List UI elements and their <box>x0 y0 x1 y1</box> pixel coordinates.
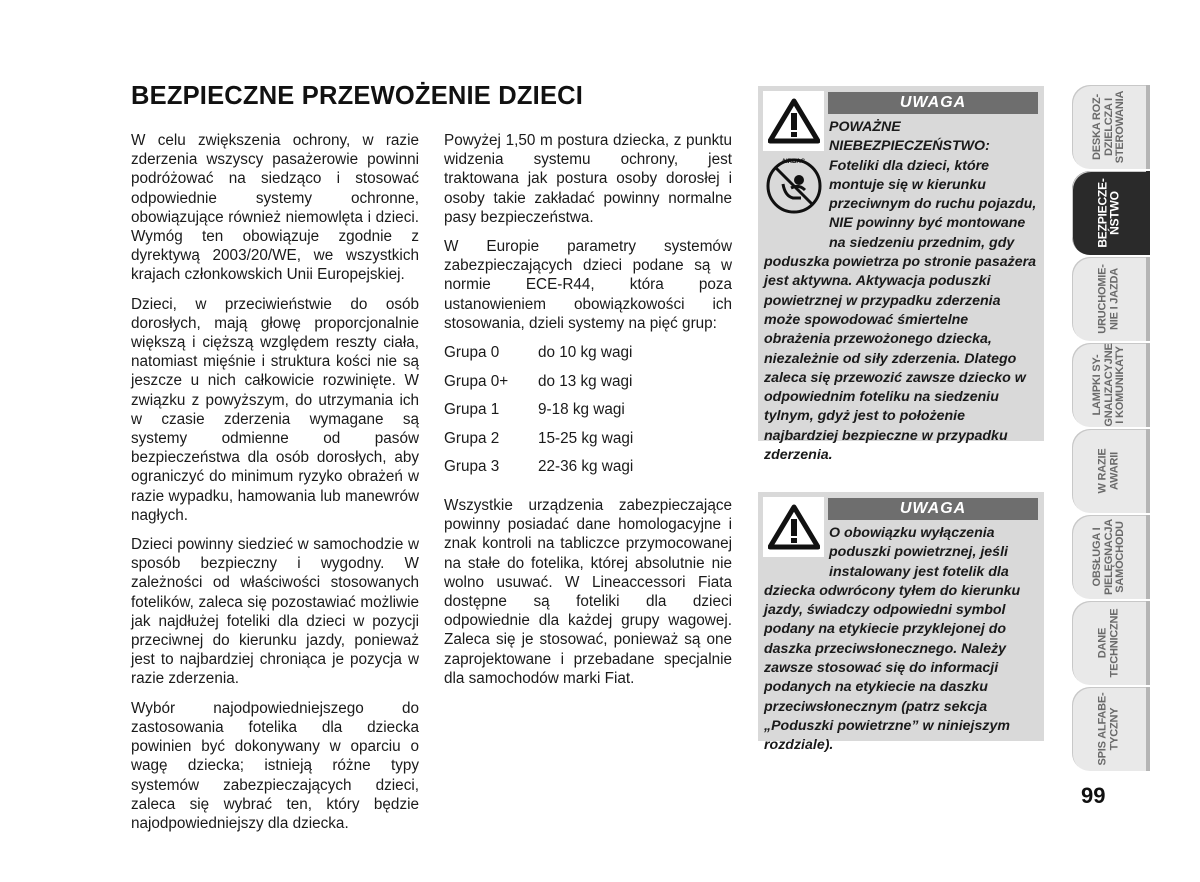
weight-group-row <box>444 343 732 372</box>
tab-label: LAMPKI SY- GNALIZACYJNE I KOMUNIKATY <box>1090 343 1126 427</box>
tab-technical-data[interactable] <box>1072 601 1150 685</box>
paragraph: Powyżej 1,50 m postura dziecka, z punktu widzenia systemu ochrony, jest traktowana jak postura osoby dorosłej i osoby takie zakładać powinny normalne pasy bezpieczeństwa. <box>444 132 732 226</box>
tab-label: DESKA ROZ- DZIELCZA I STEROWANIA <box>1090 90 1126 164</box>
warning-body: POWAŻNE NIEBEZPIECZEŃSTWO: Foteliki dla dzieci, które montuje się w kierunku przeciwnym do ruchu pojazdu, NIE powinny być montowane na siedzeniu przednim, gdy poduszka powietrza po stronie pasażera jest aktywna. Aktywacja poduszki powietrznej w przypadku zderzenia może spowodować śmiertelne obrażenia przewożonego dziecka, niezależnie od siły zderzenia. Dlatego zaleca się przewozić zawsze dziecko w odpowiednim foteliku na siedzeniu tylnym, gdyż jest to położenie najbardziej bezpieczne w przypadku zderzenia. <box>764 119 1037 464</box>
tab-index[interactable] <box>1072 687 1150 771</box>
airbag-label: AIRBAG <box>781 159 806 165</box>
text-column-middle <box>444 131 732 698</box>
group-range: do 13 kg wagi <box>538 372 633 390</box>
warning-text <box>764 118 1038 465</box>
text-column-left <box>131 131 419 843</box>
group-range: 15-25 kg wagi <box>538 429 634 447</box>
tab-label: SPIS ALFABE- TYCZNY <box>1096 692 1120 766</box>
tab-label: URUCHOMIE- NIE I JAZDA <box>1096 264 1120 334</box>
tab-maintenance[interactable] <box>1072 515 1150 599</box>
page-title: BEZPIECZNE PRZEWOŻENIE DZIECI <box>131 82 584 110</box>
warning-text <box>764 524 1038 756</box>
group-range: 22-36 kg wagi <box>538 458 634 476</box>
group-name: Grupa 3 <box>444 458 500 476</box>
weight-group-row <box>444 429 732 458</box>
group-range: do 10 kg wagi <box>538 344 633 362</box>
warning-label: UWAGA <box>828 92 1038 114</box>
weight-group-row <box>444 372 732 401</box>
tab-label: W RAZIE AWARII <box>1096 448 1120 494</box>
tab-safety[interactable] <box>1072 171 1150 255</box>
warning-box-airbag <box>758 86 1044 464</box>
weight-group-row <box>444 457 732 486</box>
warning-box-deactivation <box>758 492 1044 754</box>
group-name: Grupa 1 <box>444 401 500 419</box>
paragraph: Wszystkie urządzenia zabezpieczające powinny posiadać dane homologacyjne i znak kontroli na tabliczce przymocowanej na stałe do fotelika, której absolutnie nie wolno usuwać. W Lineaccessori Fiata dostępne są foteliki dla dzieci odpowiednie dla każdej grupy wagowej. Zaleca się je stosować, ponieważ są one zaprojektowane i przebadane specjalnie dla samochodów marki Fiat. <box>444 497 732 687</box>
group-range: 9-18 kg wagi <box>538 401 625 419</box>
tab-label: OBSŁUGA I PIELĘGNACJA SAMOCHODU <box>1090 518 1126 596</box>
tab-emergency[interactable] <box>1072 429 1150 513</box>
paragraph: W celu zwiększenia ochrony, w razie zderzenia wszyscy pasażerowie powinni podróżować na siedząco i stosować odpowiednie systemy ochronne, obowiązujące również niemowlęta i dzieci. Wymóg ten obowiązuje zgodnie z dyrektywą 2003/20/WE, we wszystkich krajach członkowskich Unii Europejskiej. <box>131 132 419 284</box>
paragraph: Dzieci, w przeciwieństwie do osób dorosłych, mają głowę proporcjonalnie większą i cięższą względem reszty ciała, natomiast mięśnie i struktura kości nie są jeszcze u nich całkowicie rozwinięte. W związku z powyższym, do utrzymania ich w czasie zderzenia wymagane są systemy odmienne od pasów bezpieczeństwa dla osób dorosłych, aby ograniczyć do minimum ryzyko obrażeń w razie wypadku, hamowania lub manewrów nagłych. <box>131 295 419 524</box>
warning-body: O obowiązku wyłączenia poduszki powietrznej, jeśli instalowany jest fotelik dla dziecka odwrócony tyłem do kierunku jazdy, świadczy odpowiedni symbol podany na etykiecie przyklejonej do daszka przeciwsłonecznego. Należy zawsze stosować się do informacji podanych na etykiecie na daszku przeciwsłonecznym (patrz sekcja „Poduszki powietrzne” w niniejszym rozdziale). <box>764 525 1021 754</box>
chapter-tabs <box>1072 85 1152 775</box>
tab-warning-lights[interactable] <box>1072 343 1150 427</box>
group-name: Grupa 0+ <box>444 372 509 390</box>
tab-dashboard[interactable] <box>1072 85 1150 169</box>
group-name: Grupa 2 <box>444 429 500 447</box>
tab-label: BEZPIECZE- ŃSTWO <box>1095 178 1121 248</box>
group-name: Grupa 0 <box>444 344 500 362</box>
weight-group-list <box>444 343 732 486</box>
weight-group-row <box>444 400 732 429</box>
page-number: 99 <box>1081 783 1106 808</box>
paragraph: Dzieci powinny siedzieć w samochodzie w sposób bezpieczny i wygodny. W zależności od właściwości stosowanych fotelików, zaleca się pozostawiać możliwie jak najdłużej foteliki dla dzieci w pozycji przeciwnej do kierunku jazdy, ponieważ jest to najbardziej chroniąca je pozycja w razie zderzenia. <box>131 536 419 688</box>
paragraph: W Europie parametry systemów zabezpieczających dzieci podane są w normie ECE-R44, która poza ustanowieniem obowiązkowości ich stosowania, dzieli systemy na pięć grup: <box>444 238 732 332</box>
tab-label: DANE TECHNICZNE <box>1096 608 1120 678</box>
paragraph: Wybór najodpowiedniejszego do zastosowania fotelika dla dziecka powinien być dokonywany w oparciu o wagę dziecka; istnieją różne typy systemów zabezpieczających dzieci, zaleca się wybrać ten, który będzie najodpowiedniejszy dla dziecka. <box>131 699 419 832</box>
warning-label: UWAGA <box>828 498 1038 520</box>
tab-starting-driving[interactable] <box>1072 257 1150 341</box>
